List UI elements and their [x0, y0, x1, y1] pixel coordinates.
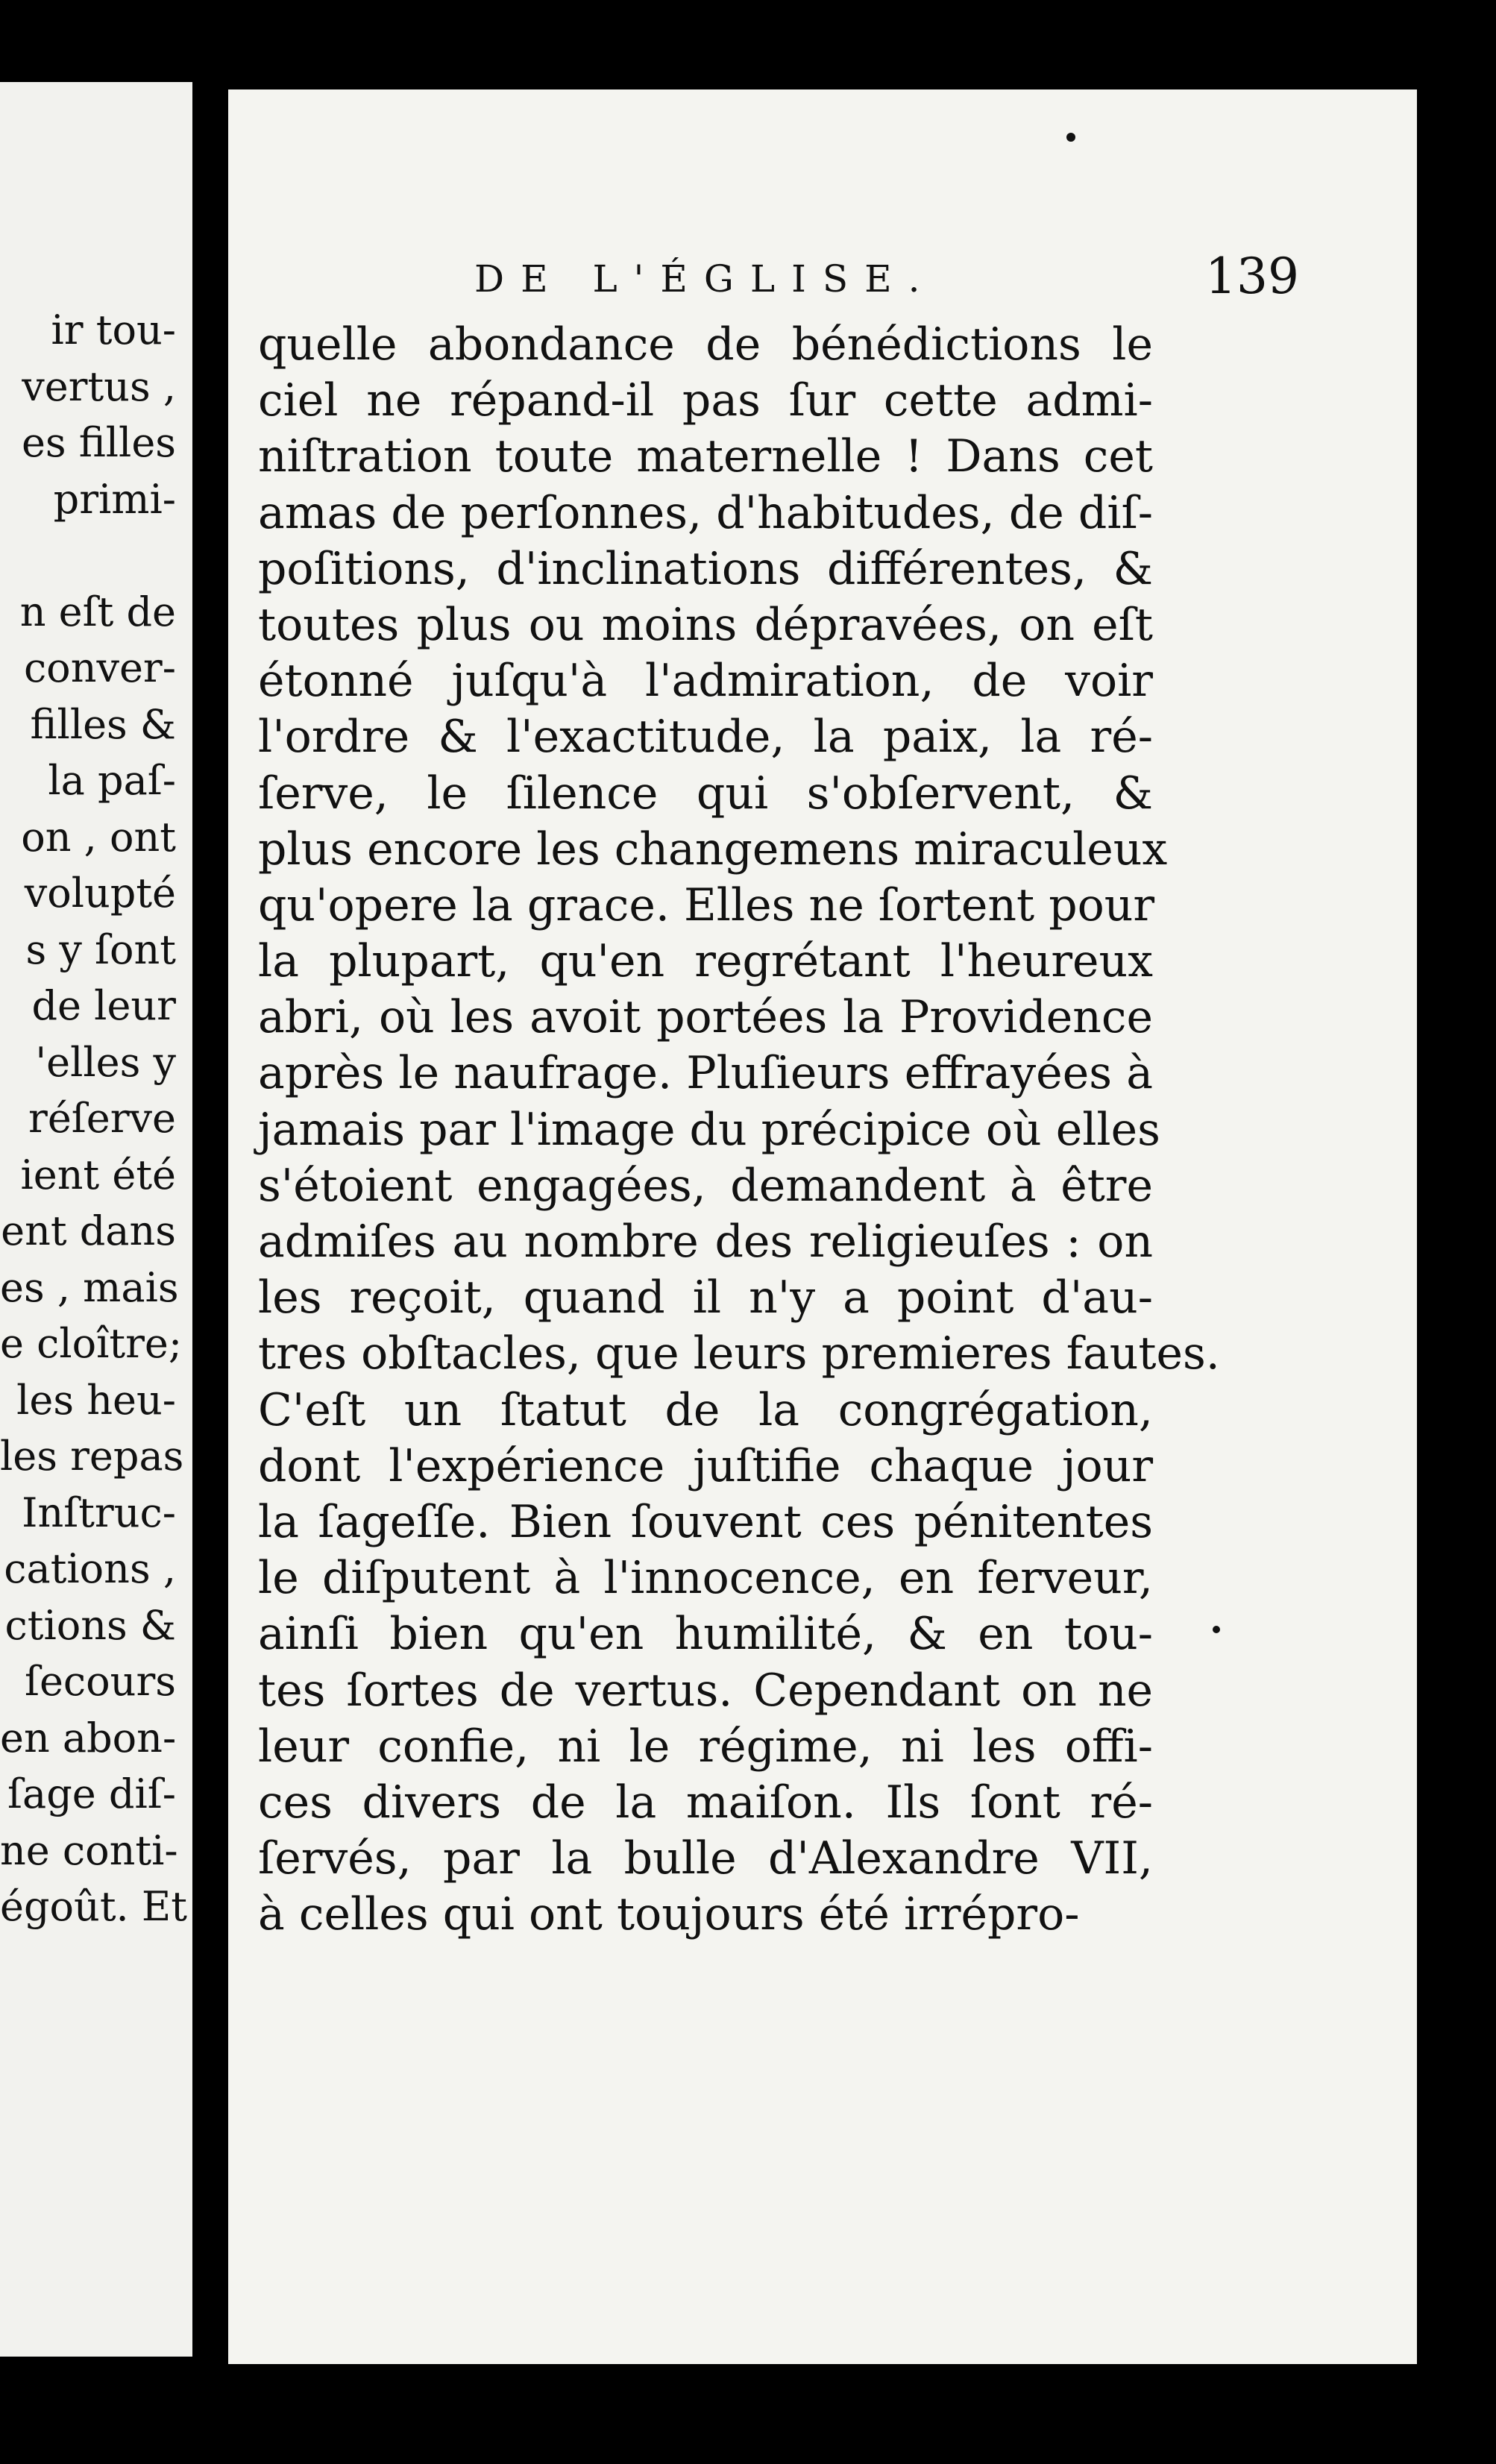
left-page-line: en abon- [0, 1714, 177, 1761]
text-line: ainſi bien qu'en humilité, & en tou- [258, 1608, 1153, 1661]
left-page-line: filles & [30, 700, 176, 748]
text-line: à celles qui ont toujours été irrépro- [258, 1888, 1080, 1941]
left-page-line: vertus , [22, 362, 176, 410]
left-page-text [0, 302, 192, 1935]
running-head: DE L'ÉGLISE. [474, 257, 937, 301]
left-page-line: cations , [4, 1545, 176, 1592]
left-page-line: es filles [21, 419, 176, 466]
left-page-line: les repas [0, 1433, 184, 1480]
left-page-line: la paſ- [48, 757, 176, 804]
text-line: s'étoient engagées, demandent à être [258, 1159, 1153, 1212]
text-line: les reçoit, quand il n'y a point d'au- [258, 1272, 1153, 1324]
left-page-line: les heu- [16, 1376, 176, 1424]
left-page-fragment [0, 82, 192, 2357]
text-line: niſtration toute maternelle ! Dans cet [258, 430, 1153, 483]
left-page-line: Inſtruc- [22, 1489, 176, 1536]
left-page-line: volupté [24, 870, 176, 917]
text-line: l'ordre & l'exactitude, la paix, la ré- [258, 711, 1153, 764]
left-page-line: égoût. Et [0, 1883, 187, 1930]
main-page [228, 89, 1417, 2364]
text-line: le diſputent à l'innocence, en ferveur, [258, 1552, 1153, 1605]
left-page-line: ne conti- [0, 1826, 178, 1874]
text-line: ſervés, par la bulle d'Alexandre VII, [258, 1832, 1153, 1885]
text-line: leur confie, ni le régime, ni les offi- [258, 1720, 1153, 1773]
left-page-line: ſecours [24, 1658, 176, 1705]
text-line: la ſageſſe. Bien ſouvent ces pénitentes [258, 1495, 1153, 1548]
left-page-line [0, 527, 192, 584]
text-line: poſitions, d'inclinations différentes, & [258, 542, 1153, 595]
text-line: ſerve, le ſilence qui s'obſervent, & [258, 767, 1153, 820]
left-page-line: primi- [53, 475, 176, 523]
text-line: dont l'expérience juſtifie chaque jour [258, 1439, 1153, 1492]
text-line: C'eſt un ſtatut de la congrégation, [258, 1383, 1153, 1436]
left-page-line: ent dans [1, 1207, 176, 1254]
left-page-line: s y ſont [25, 925, 176, 973]
left-page-line: es , mais [0, 1263, 179, 1311]
body-text [258, 317, 1220, 1943]
left-page-line: ir tou- [51, 307, 176, 353]
left-page-line: ſage diſ- [7, 1770, 176, 1817]
text-line: ces divers de la maiſon. Ils ſont ré- [258, 1776, 1153, 1829]
text-line: tres obſtacles, que leurs premieres fautes. [258, 1327, 1220, 1380]
text-line: qu'opere la grace. Elles ne ſortent pour [258, 879, 1155, 931]
text-line: admiſes au nombre des religieuſes : on [258, 1216, 1153, 1268]
page-number: 139 [1205, 248, 1299, 305]
text-line: la plupart, qu'en regrétant l'heureux [258, 935, 1153, 988]
left-page-line: n eſt de [19, 588, 176, 635]
text-line: abri, où les avoit portées la Providence [258, 991, 1153, 1044]
text-line: jamais par l'image du précipice où elles [258, 1103, 1160, 1156]
text-line: toutes plus ou moins dépravées, on eſt [258, 598, 1153, 651]
text-line: après le naufrage. Pluſieurs effrayées à [258, 1047, 1153, 1100]
text-line: tes ſortes de vertus. Cependant on ne [258, 1664, 1153, 1717]
left-page-line: 'elles y [35, 1038, 176, 1086]
left-page-line: on , ont [21, 813, 176, 861]
book-gutter [192, 0, 228, 2464]
left-page-line: ctions & [4, 1601, 176, 1649]
ink-speck [1066, 133, 1075, 142]
left-page-line: ient été [20, 1151, 176, 1198]
left-page-line: e cloître; [0, 1320, 183, 1367]
ink-speck [1213, 1626, 1220, 1633]
left-page-line: conver- [23, 644, 176, 691]
text-line: étonné juſqu'à l'admiration, de voir [258, 655, 1153, 708]
left-page-line: de leur [31, 982, 176, 1029]
text-line: plus encore les changemens miraculeux [258, 823, 1168, 876]
text-line: amas de perſonnes, d'habitudes, de diſ- [258, 486, 1153, 539]
left-page-line: réſerve [28, 1095, 176, 1142]
text-line: ciel ne répand-il pas ſur cette admi- [258, 374, 1153, 427]
text-line: quelle abondance de bénédictions le [258, 318, 1153, 371]
